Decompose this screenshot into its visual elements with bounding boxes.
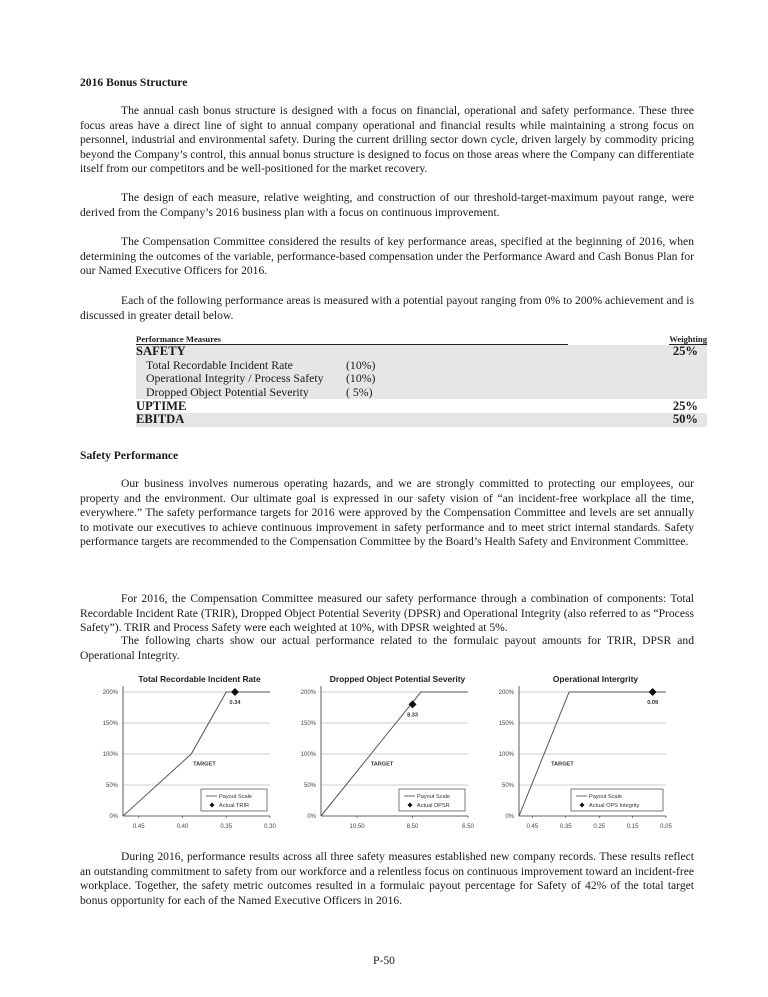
row-label: UPTIME (136, 398, 187, 413)
y-tick-label: 0% (109, 814, 118, 821)
chart-title: Total Recordable Incident Rate (138, 674, 261, 684)
y-tick-label: 150% (102, 721, 118, 728)
legend-entry: Actual TRIR (219, 803, 250, 809)
legend-entry: Payout Scale (589, 794, 622, 800)
paragraph: For 2016, the Compensation Committee measured our safety performance through a combination of components: Total Recordable Incident Rate (TRIR), Dropped Object Potential Severity (DPSR) and Operational Integrity (also referred to as “Process Safety”). TRIR and Process Safety were each weighted at 10%, with DPSR weighted at 5%. (80, 592, 694, 635)
value-label: 0.09 (647, 700, 659, 706)
paragraph: The following charts show our actual performance related to the formulaic payout amounts for TRIR, DPSR and Operational Integrity. (80, 634, 694, 662)
y-tick-label: 200% (102, 690, 118, 697)
x-tick-label: 0.05 (660, 824, 672, 830)
paragraph: The annual cash bonus structure is designed with a focus on financial, operational and safety performance. These three focus areas have a direct line of sight to annual company operational and financial results while maintaining a strong focus on personnel, industrial and environmental safety. During the current drilling sector down cycle, driven largely by commodity pricing beyond the Company’s control, this annual bonus structure is designed to focus on those areas where the Company can differentiate itself from our competitors and be well-positioned for the market recovery. (80, 104, 694, 176)
target-label: TARGET (551, 761, 574, 768)
actual-value-marker-icon (231, 688, 239, 696)
x-tick-label: 0.30 (264, 824, 276, 830)
y-tick-label: 50% (501, 783, 514, 790)
value-label: 8.33 (407, 712, 418, 719)
y-tick-label: 0% (505, 814, 514, 821)
x-tick-label: 0.15 (626, 824, 639, 830)
y-tick-label: 50% (105, 783, 118, 790)
subrow-weight: (10%) (346, 371, 376, 386)
legend-entry: Payout Scale (417, 794, 450, 800)
y-tick-label: 150% (300, 721, 316, 728)
heading-bonus-structure: 2016 Bonus Structure (80, 76, 188, 89)
subrow-weight: ( 5%) (346, 385, 373, 400)
table-header (136, 334, 707, 345)
x-tick-label: 0.45 (526, 824, 539, 830)
chart-dpsr (288, 670, 478, 840)
page-number: P-50 (373, 954, 395, 967)
x-tick-label: 0.45 (132, 824, 145, 830)
target-label: TARGET (370, 761, 394, 768)
heading-safety-performance: Safety Performance (80, 449, 179, 462)
performance-measures-table (136, 334, 707, 427)
table-subrow (136, 386, 707, 400)
paragraph: Each of the following performance areas is measured with a potential payout ranging from 0% to 200% achievement and is discussed in greater detail below. (80, 294, 694, 322)
row-weighting: 25% (672, 344, 698, 359)
paragraph: The design of each measure, relative weighting, and construction of our threshold-target-maximum payout range, were derived from the Company’s 2016 business plan with a focus on continuous improvement. (80, 191, 694, 219)
x-tick-label: 6.50 (462, 824, 474, 830)
y-tick-label: 200% (498, 690, 514, 697)
table-row (136, 413, 707, 427)
table-subrow (136, 359, 707, 373)
legend-entry: Actual OPS Integrity (589, 803, 640, 809)
row-weighting: 50% (672, 412, 698, 427)
x-tick-label: 0.40 (176, 824, 189, 830)
table-row (136, 399, 707, 413)
subrow-label: Total Recordable Incident Rate (146, 357, 293, 372)
y-tick-label: 100% (498, 752, 514, 759)
target-label: TARGET (193, 761, 216, 768)
paragraph: The Compensation Committee considered the results of key performance areas, specified at the beginning of 2016, when determining the outcomes of the variable, performance-based compensation under the Performance Award and Cash Bonus Plan for our Named Executive Officers for 2016. (80, 235, 694, 278)
x-tick-label: 8.50 (406, 824, 419, 830)
y-tick-label: 150% (498, 721, 514, 728)
header-measures: Performance Measures (136, 334, 568, 345)
table-row (136, 345, 707, 359)
subrow-label: Dropped Object Potential Severity (146, 385, 309, 400)
actual-value-marker-icon (649, 688, 657, 696)
chart-title: Operational Intergrity (552, 674, 639, 684)
y-tick-label: 100% (300, 752, 316, 759)
row-label: SAFETY (136, 344, 186, 359)
chart-title: Dropped Object Potential Severity (329, 674, 466, 684)
legend-entry: Actual DPSR (417, 803, 450, 809)
x-tick-label: 0.25 (593, 824, 606, 830)
value-label: 0.34 (229, 700, 241, 706)
paragraph: Our business involves numerous operating hazards, and we are strongly committed to protecting our employees, our property and the environment. Our ultimate goal is expressed in our safety vision of “an incident-free workplace all the time, everywhere.” The safety performance targets for 2016 were approved by the Compensation Committee and levels are set annually to motivate our executives to achieve continuous improvement in safety performance and to meet strict internal standards. Safety performance targets are recommended to the Compensation Committee by the Board’s Health Safety and Environment Committee. (80, 477, 694, 549)
actual-value-marker-icon (409, 700, 417, 708)
y-tick-label: 100% (102, 752, 118, 759)
header-weighting: Weighting (669, 334, 707, 344)
row-weighting: 25% (672, 398, 698, 413)
y-tick-label: 50% (303, 783, 316, 790)
subrow-weight: (10%) (346, 357, 376, 372)
chart-ops-integrity (486, 670, 676, 840)
x-tick-label: 0.35 (220, 824, 233, 830)
x-tick-label: 0.35 (559, 824, 572, 830)
subrow-label: Operational Integrity / Process Safety (146, 371, 324, 386)
table-subrow (136, 372, 707, 386)
table-group-safety (136, 345, 707, 399)
legend-entry: Payout Scale (219, 794, 252, 800)
x-tick-label: 10.50 (349, 824, 365, 830)
paragraph: During 2016, performance results across all three safety measures established new company records. These results reflect an outstanding commitment to safety from our workforce and a relentless focus on continuous improvement toward an incident-free workplace. Together, the safety metric outcomes resulted in a formulaic payout percentage for Safety of 42% of the total target bonus opportunity for each of the Named Executive Officers in 2016. (80, 850, 694, 907)
y-tick-label: 200% (300, 690, 316, 697)
y-tick-label: 0% (307, 814, 316, 821)
row-label: EBITDA (136, 412, 185, 427)
chart-trir (90, 670, 280, 840)
